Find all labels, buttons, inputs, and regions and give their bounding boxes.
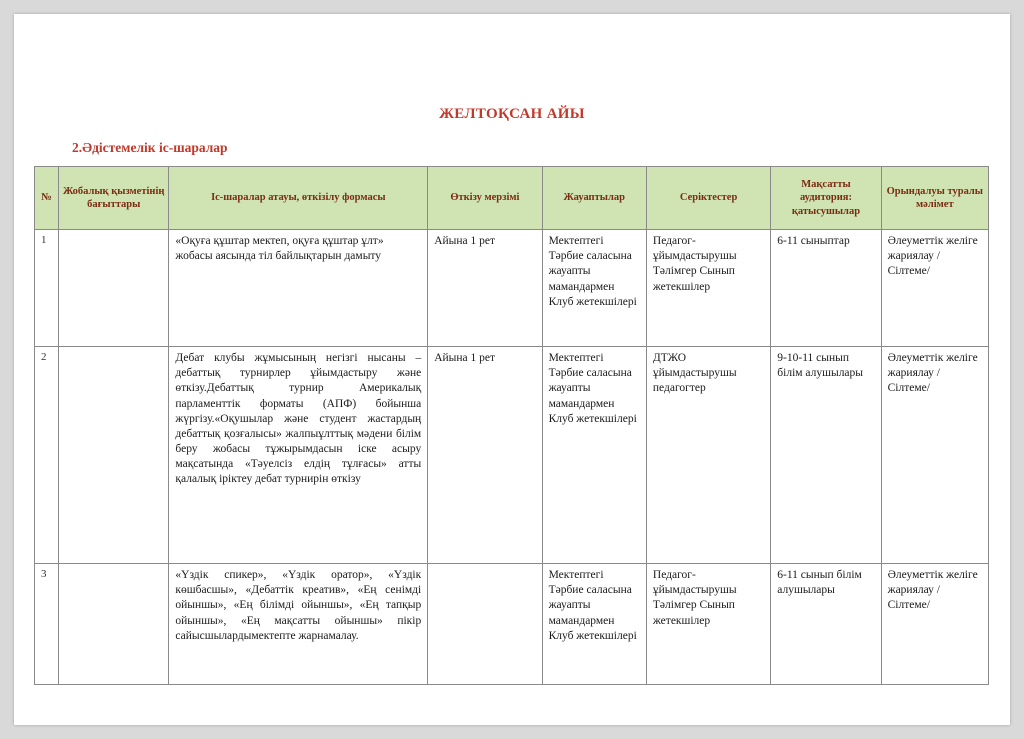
cell-partners: ДТЖО ұйымдастырушы педагогтер xyxy=(646,347,770,564)
document-page xyxy=(14,14,1010,725)
column-header-audience: Мақсатты аудитория: қатысушылар xyxy=(771,167,881,230)
cell-execution: Әлеуметтік желіге жариялау /Сілтеме/ xyxy=(881,564,988,685)
cell-audience: 6-11 сыныптар xyxy=(771,230,881,347)
cell-activity-name: «Үздік спикер», «Үздік оратор», «Үздік көшбасшы», «Дебаттік креатив», «Ең сенімді ойыншы», «Ең білімді ойыншы», «Ең тапқыр ойыншы», «Ең мақсатты ойыншы» пікір сайысшылардымектепте жарнамалау. xyxy=(169,564,428,685)
column-header-direction: Жобалық қызметінің бағыттары xyxy=(59,167,169,230)
column-header-activity-name: Іс-шаралар атауы, өткізілу формасы xyxy=(169,167,428,230)
cell-partners: Педагог-ұйымдастырушы Тәлімгер Сынып жетекшілер xyxy=(646,564,770,685)
cell-number: 2 xyxy=(35,347,59,564)
table-row xyxy=(35,347,989,564)
cell-partners: Педагог-ұйымдастырушы Тәлімгер Сынып жетекшілер xyxy=(646,230,770,347)
cell-audience: 6-11 сынып білім алушылары xyxy=(771,564,881,685)
cell-execution: Әлеуметтік желіге жариялау /Сілтеме/ xyxy=(881,347,988,564)
cell-responsible: Мектептегі Тәрбие саласына жауапты мамандармен Клуб жетекшілері xyxy=(542,564,646,685)
section-heading: 2.Әдістемелік іс-шаралар xyxy=(72,140,228,155)
activities-table xyxy=(34,166,989,685)
column-header-number: № xyxy=(35,167,59,230)
cell-activity-name: «Оқуға құштар мектеп, оқуға құштар ұлт» жобасы аясында тіл байлықтарын дамыту xyxy=(169,230,428,347)
cell-execution: Әлеуметтік желіге жариялау /Сілтеме/ xyxy=(881,230,988,347)
table-row xyxy=(35,230,989,347)
table-row xyxy=(35,564,989,685)
table-header-row xyxy=(35,167,989,230)
cell-audience: 9-10-11 сынып білім алушылары xyxy=(771,347,881,564)
cell-direction xyxy=(59,347,169,564)
column-header-responsible: Жауаптылар xyxy=(542,167,646,230)
cell-number: 1 xyxy=(35,230,59,347)
cell-activity-name: Дебат клубы жұмысының негізгі нысаны – дебаттық турнирлер ұйымдастыру және өткізу.Дебаттық турнир Америкалық парламенттік форматы (АПФ) бойынша жүргізу.«Оқушылар және студент жастардың дебаттық қозғалысы» жалпыұлттық мәдени білім беру жобасы тұжырымдасын іске асыру мақсатында «Тәуелсіз елдің тұлғасы» атты қалалық іріктеу дебат турнирін өткізу xyxy=(169,347,428,564)
column-header-execution: Орындалуы туралы мәлімет xyxy=(881,167,988,230)
cell-direction xyxy=(59,564,169,685)
cell-number: 3 xyxy=(35,564,59,685)
cell-term: Айына 1 рет xyxy=(428,230,542,347)
column-header-partners: Серіктестер xyxy=(646,167,770,230)
column-header-term: Өткізу мерзімі xyxy=(428,167,542,230)
cell-responsible: Мектептегі Тәрбие саласына жауапты мамандармен Клуб жетекшілері xyxy=(542,347,646,564)
cell-term: Айына 1 рет xyxy=(428,347,542,564)
cell-term xyxy=(428,564,542,685)
cell-direction xyxy=(59,230,169,347)
cell-responsible: Мектептегі Тәрбие саласына жауапты мамандармен Клуб жетекшілері xyxy=(542,230,646,347)
document-title: ЖЕЛТОҚСАН АЙЫ xyxy=(439,106,585,122)
